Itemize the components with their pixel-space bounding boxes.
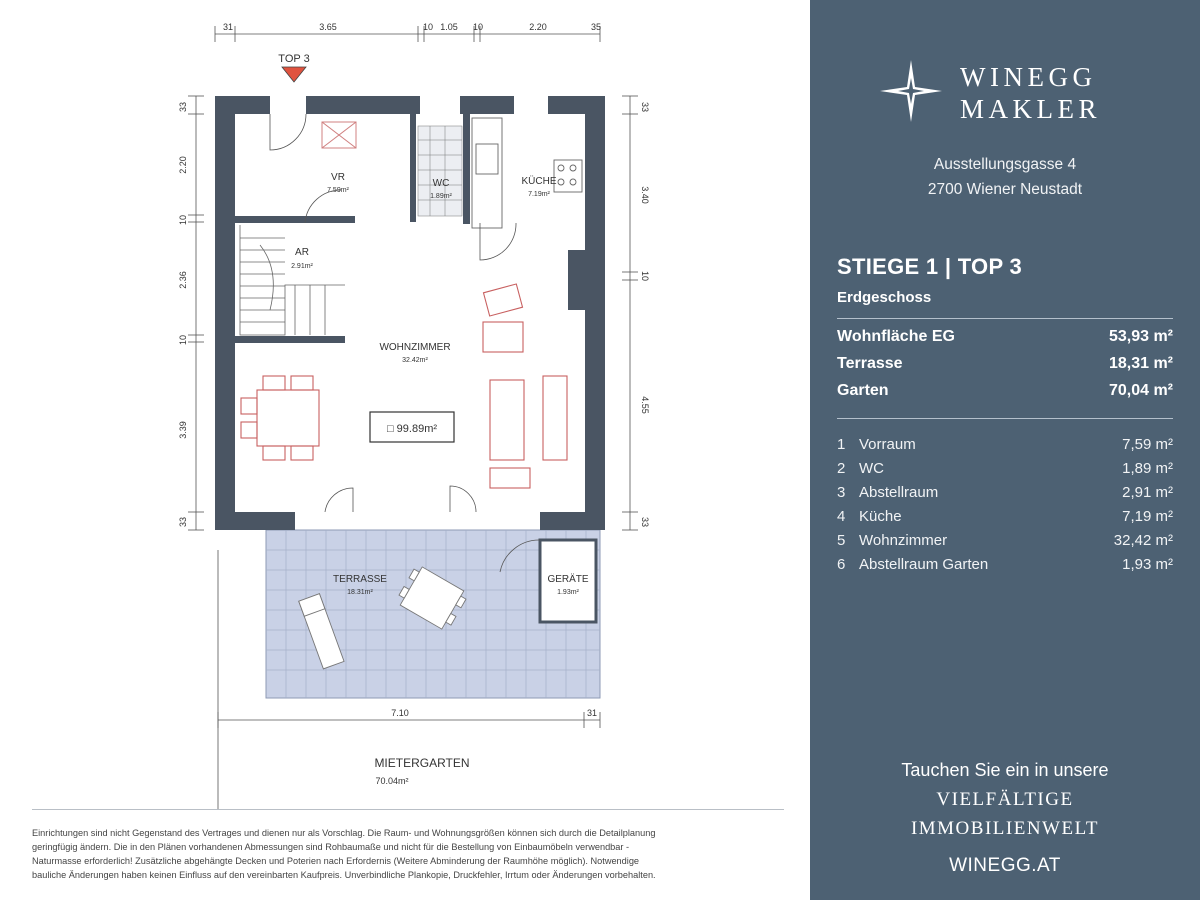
- wall-top-1: [215, 96, 270, 114]
- room-kueche-name: KÜCHE: [521, 176, 557, 187]
- room-kueche-area: 7.19m²: [528, 191, 550, 198]
- key-figure-value: 18,31 m²: [1108, 355, 1173, 372]
- key-figure-row: [837, 382, 1173, 406]
- brand-name-line-1: WINEGG: [960, 62, 1097, 92]
- room-area: 1,93 m²: [1122, 556, 1173, 573]
- dim-right-4: 4.55: [640, 396, 650, 414]
- dim-right-3: 10: [640, 270, 650, 282]
- dim-bottom: 7.10: [391, 708, 409, 718]
- cta-line-2: VIELFÄLTIGE: [936, 789, 1074, 810]
- dim-top-6: 2.20: [529, 22, 547, 32]
- room-terrasse-area: 18.31m²: [347, 589, 373, 596]
- compass-star-icon: [880, 60, 942, 122]
- dim-top-2: 3.65: [319, 22, 337, 32]
- unit-title: STIEGE 1 | TOP 3: [837, 254, 1022, 279]
- dim-top-5: 10: [472, 22, 484, 32]
- dim-top-4: 1.05: [440, 22, 458, 32]
- key-figure-label: Wohnfläche EG: [837, 328, 955, 345]
- brand-logo: [880, 58, 1140, 128]
- floor-plan-drawing: [160, 10, 650, 810]
- room-number: 5: [837, 532, 846, 549]
- room-area: 32,42 m²: [1113, 532, 1173, 549]
- address-city: 2700 Wiener Neustadt: [927, 181, 1083, 198]
- room-list-item: [837, 556, 1173, 578]
- room-area: 7,59 m²: [1122, 436, 1173, 453]
- room-number: 1: [837, 436, 846, 453]
- website-link[interactable]: WINEGG.AT: [949, 855, 1061, 876]
- room-number: 3: [837, 484, 846, 501]
- floor-plan: [160, 10, 650, 810]
- room-name: WC: [859, 460, 884, 477]
- wc-tiles: [418, 126, 462, 216]
- room-number: 4: [837, 508, 846, 525]
- disclaimer-line-4: bauliche Änderungen haben keinen Einfluss auf den vereinbarten Kaufpreis. Unverbindliche Plankopie, Druckfehler, Irrtum oder Änderungen vorbehalten.: [32, 870, 656, 880]
- wall-top-2: [306, 96, 420, 114]
- dim-left-6: 3.39: [178, 421, 188, 439]
- room-area: 1,89 m²: [1122, 460, 1173, 477]
- room-ar-area: 2.91m²: [291, 263, 313, 270]
- disclaimer-line-2: geringfügig ändern. Die in den Plänen vorhandenen Abmessungen sind Rohbaumaße und nicht für die Bestellung von Einbaumöbeln verwendbar -: [32, 842, 630, 852]
- dim-left-7: 33: [178, 516, 188, 528]
- dim-top-3: 10: [422, 22, 434, 32]
- cta-line-1: Tauchen Sie ein in unsere: [901, 760, 1109, 780]
- room-ar-name: AR: [295, 247, 309, 258]
- dim-right-2: 3.40: [640, 186, 650, 204]
- brand-name-line-2: MAKLER: [960, 94, 1101, 124]
- wall-bottom-2: [540, 512, 605, 530]
- dim-bottom-small: 31: [586, 708, 598, 718]
- disclaimer-divider: [32, 809, 784, 810]
- room-name: Küche: [859, 508, 902, 525]
- room-list-item: [837, 484, 1173, 506]
- room-geraete-area: 1.93m²: [557, 589, 579, 596]
- room-wohnzimmer-area: 32.42m²: [402, 357, 428, 364]
- room-list-item: [837, 436, 1173, 458]
- wall-top-3: [460, 96, 514, 114]
- dim-right-5: 33: [640, 516, 650, 528]
- key-figure-label: Terrasse: [837, 355, 903, 372]
- wall-bottom-1: [215, 512, 295, 530]
- room-number: 2: [837, 460, 846, 477]
- top-marker-arrow: [282, 67, 306, 82]
- garden-area: 70.04m²: [375, 776, 409, 786]
- room-area: 2,91 m²: [1122, 484, 1173, 501]
- divider-2: [837, 418, 1173, 419]
- room-list-item: [837, 460, 1173, 482]
- address-street: Ausstellungsgasse 4: [933, 156, 1077, 173]
- room-wc-name: WC: [432, 178, 450, 189]
- room-name: Abstellraum Garten: [859, 556, 989, 573]
- dim-top-7: 35: [590, 22, 602, 32]
- wall-left: [215, 96, 235, 530]
- room-list-item: [837, 532, 1173, 554]
- total-area: □ 99.89m²: [386, 423, 438, 435]
- room-vr-name: VR: [331, 172, 345, 183]
- disclaimer-line-3: Naturmasse erforderlich! Zusätzliche abgehängte Decken und Poterien nach Erfordernis (Weitere Abminderung der Raumhöhe möglich). Notwendige: [32, 856, 640, 866]
- divider-1: [837, 318, 1173, 319]
- dim-top-1: 31: [222, 22, 234, 32]
- top-marker-label: TOP 3: [278, 53, 310, 65]
- terrace-area: [266, 530, 600, 698]
- key-figure-label: Garten: [837, 382, 889, 399]
- room-wohnzimmer-name: WOHNZIMMER: [379, 342, 451, 353]
- disclaimer-line-1: Einrichtungen sind nicht Gegenstand des Vertrages und dienen nur als Vorschlag. Die Raum- und Wohnungsgrößen können sich durch die Detailplanung: [32, 828, 656, 838]
- room-list-item: [837, 508, 1173, 530]
- dim-left-1: 33: [178, 101, 188, 113]
- wall-top-4: [548, 96, 605, 114]
- room-name: Abstellraum: [859, 484, 939, 501]
- room-wc-area: 1.89m²: [430, 193, 452, 200]
- room-area: 7,19 m²: [1122, 508, 1173, 525]
- key-figure-value: 70,04 m²: [1108, 382, 1173, 399]
- dim-left-2: 2.20: [178, 156, 188, 174]
- wall-right: [585, 96, 605, 530]
- room-geraete-name: GERÄTE: [547, 574, 589, 585]
- key-figure-row: [837, 328, 1173, 352]
- dim-right-1: 33: [640, 101, 650, 113]
- info-panel: [810, 0, 1200, 900]
- room-name: Vorraum: [859, 436, 916, 453]
- disclaimer: [32, 826, 784, 882]
- dim-left-3: 10: [178, 214, 188, 226]
- garden-name: MIETERGARTEN: [374, 756, 470, 770]
- dim-left-5: 10: [178, 334, 188, 346]
- key-figure-value: 53,93 m²: [1108, 328, 1173, 345]
- room-name: Wohnzimmer: [859, 532, 948, 549]
- room-number: 6: [837, 556, 846, 573]
- dim-left-4: 2.36: [178, 271, 188, 289]
- unit-floor: Erdgeschoss: [837, 289, 932, 306]
- room-terrasse-name: TERRASSE: [333, 574, 387, 585]
- room-vr-area: 7.59m²: [327, 187, 349, 194]
- cta-line-3: IMMOBILIENWELT: [910, 818, 1100, 839]
- key-figure-row: [837, 355, 1173, 379]
